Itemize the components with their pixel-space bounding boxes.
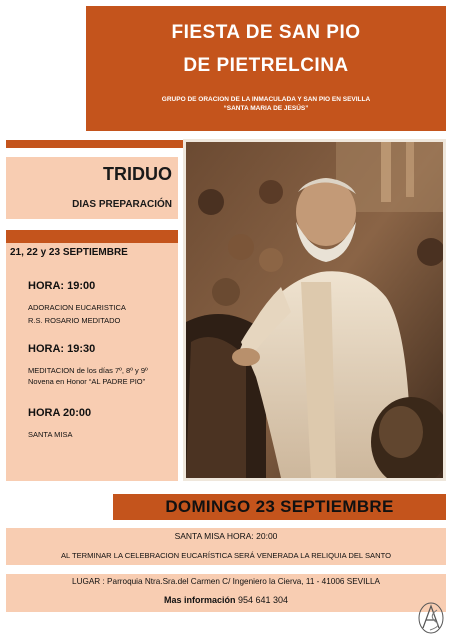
- triduo-subtitle: DIAS PREPARACIÓN: [72, 199, 172, 210]
- schedule-hora: HORA 20:00: [28, 407, 92, 419]
- triduo-box: [6, 157, 178, 219]
- photo-illustration: [186, 142, 443, 478]
- info-phone: 954 641 304: [235, 595, 289, 605]
- schedule-line: SANTA MISA: [28, 430, 73, 439]
- domingo-banner: [113, 494, 446, 520]
- info-line: [6, 595, 446, 605]
- misa-time: SANTA MISA HORA: 20:00: [174, 531, 278, 541]
- title-line-2: DE PIETRELCINA: [183, 55, 349, 76]
- header-banner: [86, 6, 446, 131]
- monogram-logo-icon: [416, 596, 446, 636]
- lugar-box: [6, 574, 446, 612]
- schedule-hora: HORA: 19:00: [28, 280, 96, 292]
- title-line-1: FIESTA DE SAN PIO: [171, 22, 361, 43]
- misa-box: [6, 528, 446, 565]
- domingo-title: DOMINGO 23 SEPTIEMBRE: [165, 497, 394, 516]
- schedule-line: MEDITACION de los días 7º, 8º y 9º: [28, 366, 148, 375]
- schedule-panel: [6, 243, 178, 481]
- info-label: Mas información: [163, 595, 236, 605]
- schedule-line: R.S. ROSARIO MEDITADO: [28, 316, 121, 325]
- schedule-dates: 21, 22 y 23 SEPTIEMBRE: [10, 247, 128, 258]
- schedule-line: ADORACION EUCARISTICA: [28, 303, 126, 312]
- group-line-1: GRUPO DE ORACION DE LA INMACULADA Y SAN PIO EN SEVILLA: [161, 96, 371, 103]
- schedule-line: Novena en Honor “AL PADRE PIO”: [28, 377, 146, 386]
- group-line-2: “SANTA MARIA DE JESÚS”: [223, 105, 309, 112]
- schedule-box: [6, 230, 178, 481]
- misa-reliquia: AL TERMINAR LA CELEBRACION EUCARÍSTICA SERÁ VENERADA LA RELIQUIA DEL SANTO: [60, 551, 391, 560]
- triduo-title: TRIDUO: [103, 164, 172, 184]
- padre-pio-photo: [183, 139, 446, 481]
- schedule-hora: HORA: 19:30: [28, 343, 96, 355]
- lugar-address: LUGAR : Parroquia Ntra.Sra.del Carmen C/ Ingeniero la Cierva, 11 - 41006 SEVILLA: [72, 577, 380, 586]
